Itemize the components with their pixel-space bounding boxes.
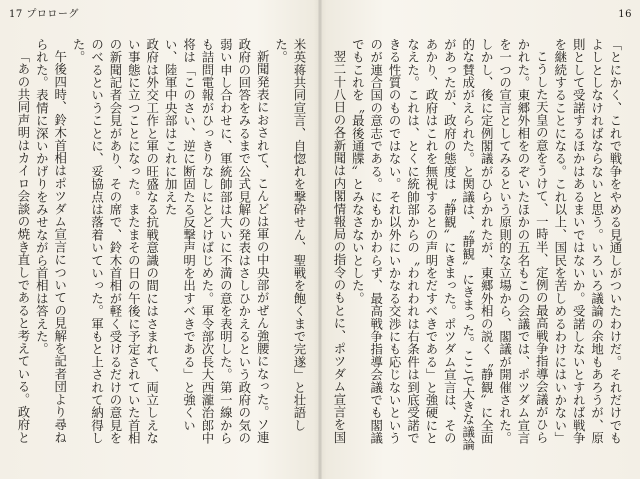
paragraph: 新聞発表におされて、こんどは軍の中央部がぜん強腰になった。ソ連政府の回答をみるまで公式見解の発表はさしひかえるという政府の気の弱い申し合わせに、軍統帥部は大いに不満の意を表明した。第一線からも詰問電報がひっきりなしにとどけばじめた。軍令部次長大西瀧治郎中将は「このさい、逆に断固たる反撃声明を出すべきである」と強くいい、陸軍中央部はこれに加えた xyxy=(163,38,271,445)
right-page xyxy=(322,0,640,479)
paragraph: 午後四時、鈴木首相はポツダム宣言についての見解を記者団より尋ねられた。表情に深いかげりをみせながら首相は答えた。 xyxy=(34,38,68,445)
right-page-text xyxy=(328,38,624,452)
paragraph: 米英蒋共同宣言、自惚れを撃砕せん、聖戦を飽くまで完遂」と壮語した。 xyxy=(273,38,307,432)
paragraph: 「あの共同声明はカイロ会談の焼き直しであると考えている。政府と xyxy=(16,50,31,445)
right-page-number: 16 xyxy=(618,9,632,20)
left-page xyxy=(0,0,318,479)
paragraph: こうした天皇の意をうけて、一時半、定例の最高戦争指導会議がひらかれた。東郷外相をのぞいたほかの五名もこの会議では、ポツダム宣言を一つの宣言としてみるという原則的な立場から、閣議が開催された。しかし、後に定例閣議がひらかれたが、東郷外相の説く〝静観〟に全面的な賛成がえられた。と関議は、〝静観〟にきまった。ここで大きな議論があったが、政府の態度は〝静観〟にきまった。ポツダム宣言は、そのあかり、政府はこれを無視するとの声明をだすべきである」と強硬にとなえた。これは、とくに統帥部からの〝われわれは右条件は到底受諾できる性質のものではない。それ以外にいかなる交渉にも応じないというのが連合国の意志である。にもかかわらず、最高戦争指導会議でも閣議でもこれを〝最後通牒〟とみなさないとした。 xyxy=(350,38,550,451)
left-page-header xyxy=(9,9,79,21)
left-page-text xyxy=(16,38,308,452)
left-page-number: 17 xyxy=(9,9,23,20)
paragraph: 政府は外交工作と軍の旺盛なる抗戦意識の間にはさまれて、両立しえない事態に立つことになった。またまその日の午後に予定されていた首相の新聞記者会見があり、その席で、鈴木首相が軽く受けるだけの意見をのべるということに、妥協点は落着いていった。軍もと上されて納得した。 xyxy=(71,38,160,445)
paragraph: 「とにかく、これで戦争をやめる見通しがついたわけだ。それだけでもよしとしなければならないと思う。いろいろ議論の余地もあろうが、原則として受諾するほかはあるまいではないか。受諾しないとすれば戦争を継続することになる。これ以上、国民を苦しめるわけにはいかない」 xyxy=(552,38,623,445)
running-head: プロローグ xyxy=(26,9,79,20)
paragraph: 翌二十八日の各新聞は内閣情報局の指令のもとに、ポツダム宣言を国 xyxy=(331,50,347,445)
